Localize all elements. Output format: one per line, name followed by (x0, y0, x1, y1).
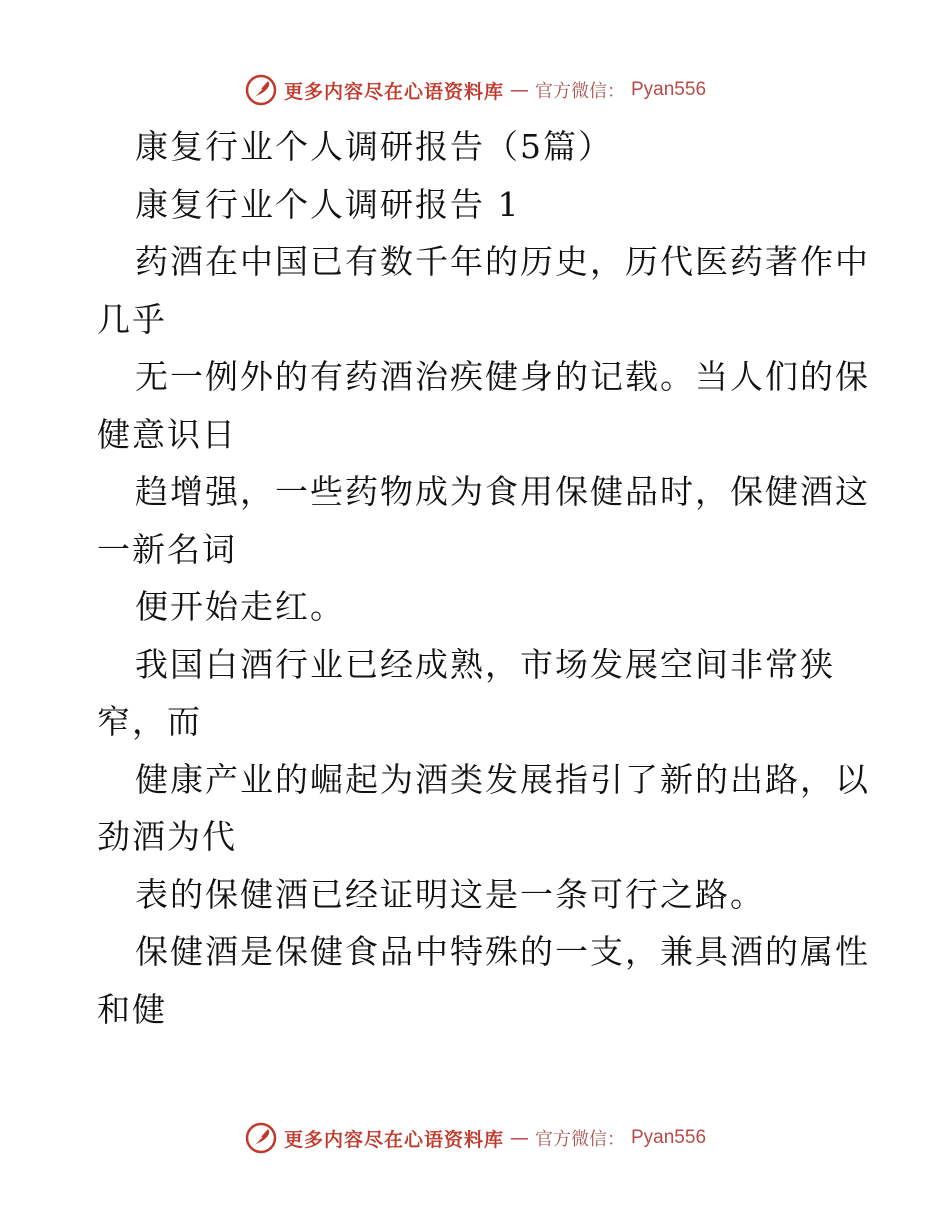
header-watermark (0, 70, 950, 110)
text-line: 药酒在中国已有数千年的历史，历代医药著作中 (135, 242, 870, 281)
text-line: 便开始走红。 (135, 587, 345, 626)
feather-pen-logo-icon (244, 73, 278, 107)
document-body (0, 118, 950, 1038)
document-subtitle: 康复行业个人调研报告 1 (135, 184, 521, 224)
watermark-dash: — (510, 1127, 529, 1149)
text-line: 劲酒为代 (97, 817, 237, 856)
text-line: 表的保健酒已经证明这是一条可行之路。 (135, 874, 765, 914)
text-line: 窄，而 (97, 702, 202, 741)
text-line: 健康产业的崛起为酒类发展指引了新的出路，以 (135, 759, 870, 799)
text-line: 一新名词 (97, 529, 237, 569)
text-line: 趋增强，一些药物成为食用保健品时，保健酒这 (135, 472, 870, 511)
watermark-wechat-id: Pyan556 (631, 1127, 707, 1148)
text-line: 和健 (97, 989, 167, 1029)
footer-watermark (0, 1118, 950, 1158)
watermark-dash: — (510, 79, 529, 101)
document-title: 康复行业个人调研报告（5篇） (135, 127, 613, 166)
text-line: 无一例外的有药酒治疾健身的记载。当人们的保 (135, 357, 870, 396)
document-paragraphs (0, 233, 950, 1038)
text-line: 几乎 (97, 299, 167, 339)
text-line: 健意识日 (97, 414, 237, 454)
watermark-wechat-label: 官方微信： (535, 1129, 625, 1150)
watermark-wechat-id: Pyan556 (631, 79, 707, 100)
text-line: 保健酒是保健食品中特殊的一支，兼具酒的属性 (135, 932, 870, 971)
text-line: 我国白酒行业已经成熟，市场发展空间非常狭 (135, 644, 835, 684)
watermark-text: 更多内容尽在心语资料库 (283, 1128, 504, 1151)
feather-pen-logo-icon (244, 1121, 278, 1155)
watermark-text: 更多内容尽在心语资料库 (283, 80, 504, 103)
watermark-wechat-label: 官方微信： (535, 81, 625, 102)
